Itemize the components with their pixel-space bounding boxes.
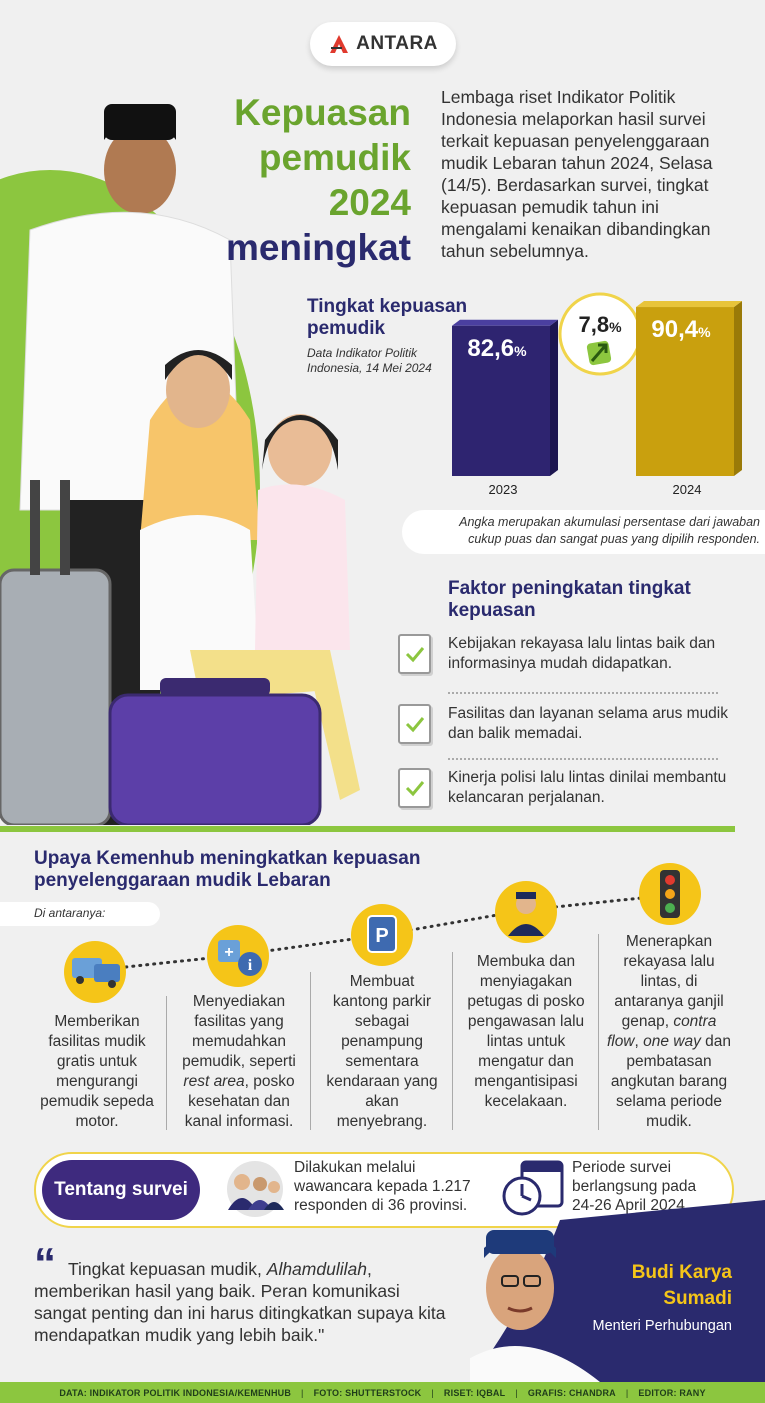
bus-icon	[64, 941, 126, 1003]
step-separator	[452, 952, 453, 1130]
category-label: 2023	[488, 482, 518, 497]
page-title	[171, 90, 411, 270]
step-separator	[310, 972, 311, 1130]
step-separator	[166, 996, 167, 1130]
factors-title: Faktor peningkatan tingkat kepuasan	[448, 578, 691, 621]
title-line2: pemudik	[258, 137, 411, 178]
chart-source: Data Indikator Politik Indonesia, 14 Mei 2024	[307, 346, 432, 375]
factor-item-2	[398, 700, 728, 760]
step-1-text: Memberikan fasilitas mudik gratis untuk mengurangi pemudik sepeda motor.	[40, 1013, 154, 1130]
divider	[448, 758, 718, 760]
quote-text: Tingkat kepuasan mudik, Alhamdulilah, memberikan hasil yang baik. Peran komunikasi sangat penting dan ini harus ditingkatkan supaya kita mendapatkan mudik yang lebih baik."	[34, 1259, 446, 1345]
survey-label: Tentang survei	[42, 1160, 200, 1220]
bar-side-2024	[734, 301, 742, 476]
credit-graphics: GRAFIS: CHANDRA	[527, 1387, 616, 1398]
credits-footer: DATA: INDIKATOR POLITIK INDONESIA/KEMENHUB | FOTO: SHUTTERSTOCK | RISET: IQBAL | GRAFIS: CHANDRA | EDITOR: RANY	[0, 1382, 765, 1403]
factor-item-3	[398, 764, 728, 824]
parking-icon	[351, 904, 413, 966]
svg-text:+: +	[224, 944, 234, 961]
speaker-name: Budi Karya Sumadi	[631, 1262, 732, 1309]
section-divider	[0, 826, 735, 832]
officer-icon	[495, 881, 557, 943]
bar-side-2023	[550, 320, 558, 476]
credit-data: DATA: INDIKATOR POLITIK INDONESIA/KEMENHUB	[59, 1387, 292, 1398]
traffic-light-icon	[639, 863, 701, 925]
svg-text:P: P	[375, 925, 389, 947]
antara-logo-icon	[328, 34, 350, 54]
info-icon	[207, 925, 269, 987]
title-line1: Kepuasan	[234, 92, 411, 133]
divider	[448, 692, 718, 694]
factor-text: Kinerja polisi lalu lintas dinilai membantu kelancaran perjalanan.	[448, 769, 727, 806]
credit-research: RISET: IQBAL	[443, 1387, 506, 1398]
satisfaction-bar-chart	[440, 286, 760, 501]
speaker-role: Menteri Perhubungan	[592, 1318, 732, 1334]
factor-item-1	[398, 630, 728, 690]
credit-photo: FOTO: SHUTTERSTOCK	[313, 1387, 422, 1398]
survey-method-text: Dilakukan melalui wawancara kepada 1.217 responden di 36 provinsi.	[294, 1159, 471, 1214]
step-4-text: Membuka dan menyiagakan petugas di posko pengawasan lalu lintas untuk mengatur dan mengantisipasi kecelakaan.	[467, 953, 585, 1110]
step-separator	[598, 934, 599, 1130]
survey-period-text: Periode survei berlangsung pada 24-26 April 2024.	[572, 1159, 697, 1214]
bar-top-2024	[636, 301, 742, 307]
step-5-text: Menerapkan rekayasa lalu lintas, di antaranya ganjil genap, contra flow, one way dan pembatasan angkutan barang selama periode mudik.	[606, 933, 732, 1130]
change-value-label: 7,8%	[578, 312, 622, 337]
factor-text: Kebijakan rekayasa lalu lintas baik dan informasinya mudah didapatkan.	[448, 635, 716, 672]
checkmark-icon	[398, 768, 431, 808]
upaya-title: Upaya Kemenhub meningkatkan kepuasan penyelenggaraan mudik Lebaran	[34, 848, 421, 891]
intro-paragraph: Lembaga riset Indikator Politik Indonesia melaporkan hasil survei terkait kepuasan penyelenggaraan mudik Lebaran tahun 2024, Selasa (14/5). Berdasarkan survei, tingkat kepuasan pemudik tahun ini mengalami kenaikan dibandingkan tahun sebelumnya.	[441, 87, 713, 261]
bar-value-label: 82,6%	[467, 334, 527, 362]
upaya-subtitle: Di antaranya:	[0, 902, 160, 926]
logo-text: ANTARA	[356, 33, 438, 54]
svg-text:i: i	[247, 957, 253, 974]
chart-note: Angka merupakan akumulasi persentase dari jawaban cukup puas dan sangat puas yang dipilih responden.	[402, 510, 765, 554]
step-3-text: Membuat kantong parkir sebagai penampung sementara kendaraan yang akan menyebrang.	[326, 973, 438, 1130]
title-line3: 2024	[328, 182, 411, 223]
antara-logo	[310, 22, 456, 66]
respondents-icon	[222, 1160, 288, 1218]
category-label: 2024	[672, 482, 702, 497]
step-2-text: Menyediakan fasilitas yang memudahkan pemudik, seperti rest area, posko kesehatan dan kanal informasi.	[182, 993, 296, 1130]
bar-value-label: 90,4%	[651, 316, 711, 344]
checkmark-icon	[398, 704, 431, 744]
title-line4: meningkat	[225, 227, 411, 268]
change-badge	[560, 294, 640, 374]
increase-arrow-icon	[586, 340, 611, 365]
bar-top-2023	[452, 320, 558, 326]
credit-editor: EDITOR: RANY	[638, 1387, 706, 1398]
factor-text: Fasilitas dan layanan selama arus mudik dan balik memadai.	[448, 705, 728, 742]
chart-title: Tingkat kepuasan pemudik	[307, 296, 468, 339]
quote-mark-icon: “	[34, 1239, 56, 1288]
checkmark-icon	[398, 634, 431, 674]
